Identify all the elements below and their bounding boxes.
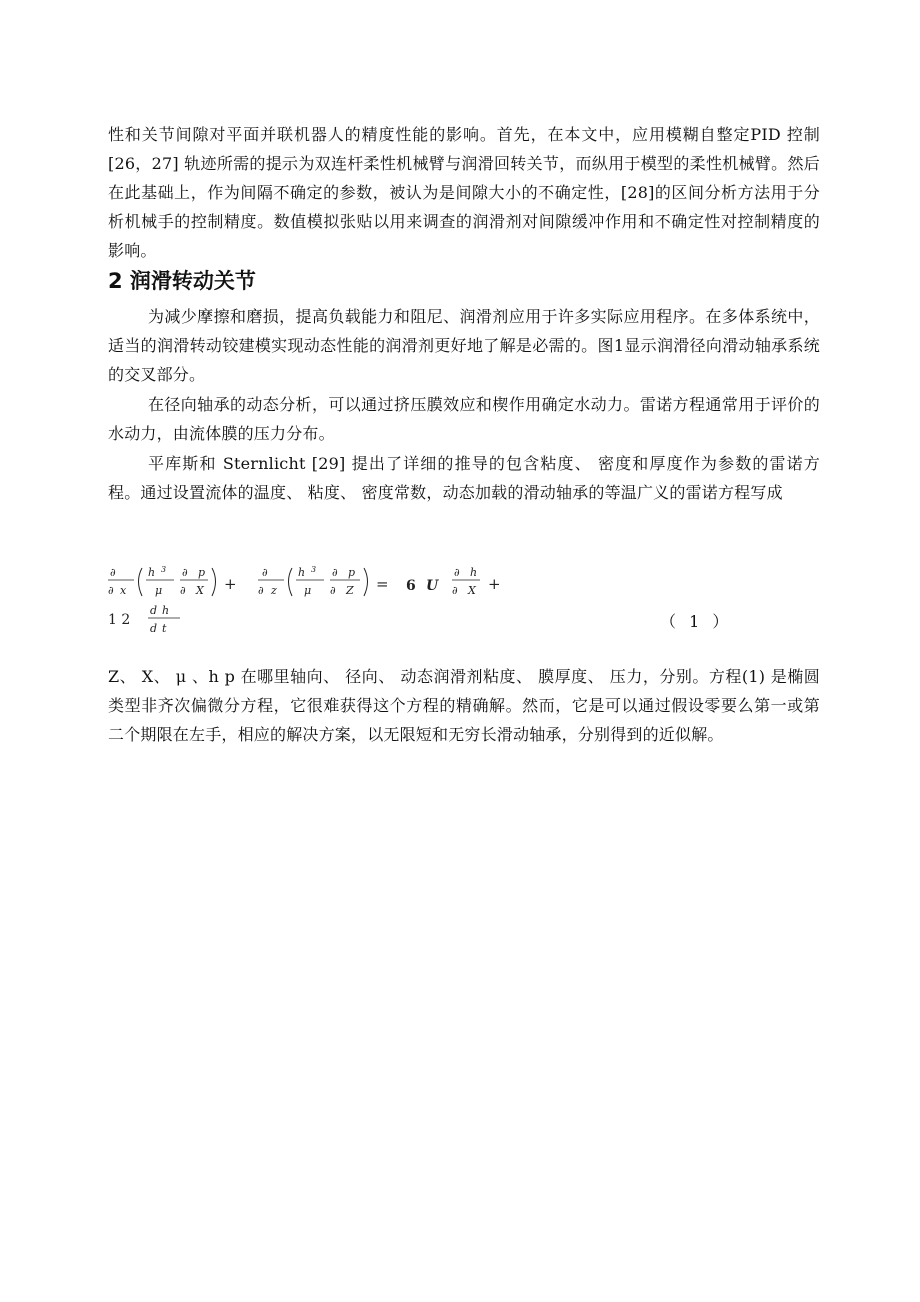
eq-twelve: 1 2 bbox=[108, 612, 131, 628]
eq-X-2: X bbox=[468, 584, 476, 597]
section-heading: 2 润滑转动关节 bbox=[108, 269, 256, 293]
reynolds-equation bbox=[108, 564, 708, 644]
paragraph-intro: 性和关节间隙对平面并联机器人的精度性能的影响。首先，在本文中，应用模糊自整定PID 控制 [26，27] 轨迹所需的提示为双连杆柔性机械臂与润滑回转关节，而纵用于模型的柔性机械臂。然后在此基础上，作为间隔不确定的参数，被认为是间隙大小的不确定性，[28]的区间分析方法用于分析机械手的控制精度。数值模拟张贴以用来调查的润滑剂对间隙缓冲作用和不确定性对控制精度的影响。 bbox=[108, 125, 820, 260]
eq-partial-bot-3: ∂ bbox=[258, 584, 264, 597]
eq-z-1: z bbox=[271, 584, 277, 597]
eq-t: t bbox=[162, 622, 167, 635]
eq-p-1: p bbox=[198, 566, 206, 579]
eq-partial-bot-5: ∂ bbox=[452, 584, 458, 597]
eq-X-1: X bbox=[196, 584, 204, 597]
eq-partial-bot-1: ∂ bbox=[108, 584, 114, 597]
eq-cube-2: 3 bbox=[311, 565, 317, 574]
eq-U: U bbox=[426, 578, 439, 594]
eq-Z-1: Z bbox=[346, 584, 354, 597]
eq-mu-1: μ bbox=[155, 584, 163, 597]
eq-plus-2: + bbox=[488, 575, 501, 593]
eq-partial-top-5: ∂ bbox=[454, 566, 460, 579]
eq-h-4: h bbox=[162, 604, 170, 617]
eq-x-1: x bbox=[120, 584, 127, 597]
eq-d-top: d bbox=[150, 604, 158, 617]
eq-partial-bot-4: ∂ bbox=[330, 584, 336, 597]
paragraph-variables: Z、 X、 μ 、h p 在哪里轴向、 径向、 动态润滑剂粘度、 膜厚度、 压力，分别。方程(1) 是椭圆类型非齐次偏微分方程，它很难获得这个方程的精确解。然而，它是可以通过假设零要么第一或第二个期限在左手，相应的解决方案，以无限短和无穷长滑动轴承，分别得到的近似解。 bbox=[108, 667, 820, 744]
equation-number: （ 1 ） bbox=[660, 612, 733, 631]
eq-h-1: h bbox=[148, 566, 156, 579]
eq-partial-bot-2: ∂ bbox=[180, 584, 186, 597]
eq-equals: = bbox=[376, 575, 389, 593]
eq-partial-top-3: ∂ bbox=[262, 566, 268, 579]
eq-d-bot: d bbox=[150, 622, 158, 635]
eq-six: 6 bbox=[406, 578, 416, 594]
eq-mu-2: μ bbox=[304, 584, 312, 597]
eq-plus-1: + bbox=[224, 575, 237, 593]
eq-cube-1: 3 bbox=[161, 565, 167, 574]
eq-h-3: h bbox=[470, 566, 478, 579]
eq-partial-top-1: ∂ bbox=[110, 566, 116, 579]
eq-partial-top-4: ∂ bbox=[332, 566, 338, 579]
eq-h-2: h bbox=[298, 566, 306, 579]
paragraph-dynamic-analysis: 在径向轴承的动态分析，可以通过挤压膜效应和楔作用确定水动力。雷诺方程通常用于评价的水动力，由流体膜的压力分布。 bbox=[108, 395, 820, 443]
eq-p-2: p bbox=[348, 566, 356, 579]
eq-partial-top-2: ∂ bbox=[182, 566, 188, 579]
paragraph-lubrication: 为减少摩擦和磨损，提高负载能力和阻尼、润滑剂应用于许多实际应用程序。在多体系统中，适当的润滑转动铰建模实现动态性能的润滑剂更好地了解是必需的。图1显示润滑径向滑动轴承系统的交叉部分。 bbox=[108, 307, 820, 384]
paragraph-reynolds: 平库斯和 Sternlicht [29] 提出了详细的推导的包含粘度、 密度和厚度作为参数的雷诺方程。通过设置流体的温度、 粘度、 密度常数，动态加载的滑动轴承的等温广义的雷诺方程写成 bbox=[108, 454, 820, 502]
